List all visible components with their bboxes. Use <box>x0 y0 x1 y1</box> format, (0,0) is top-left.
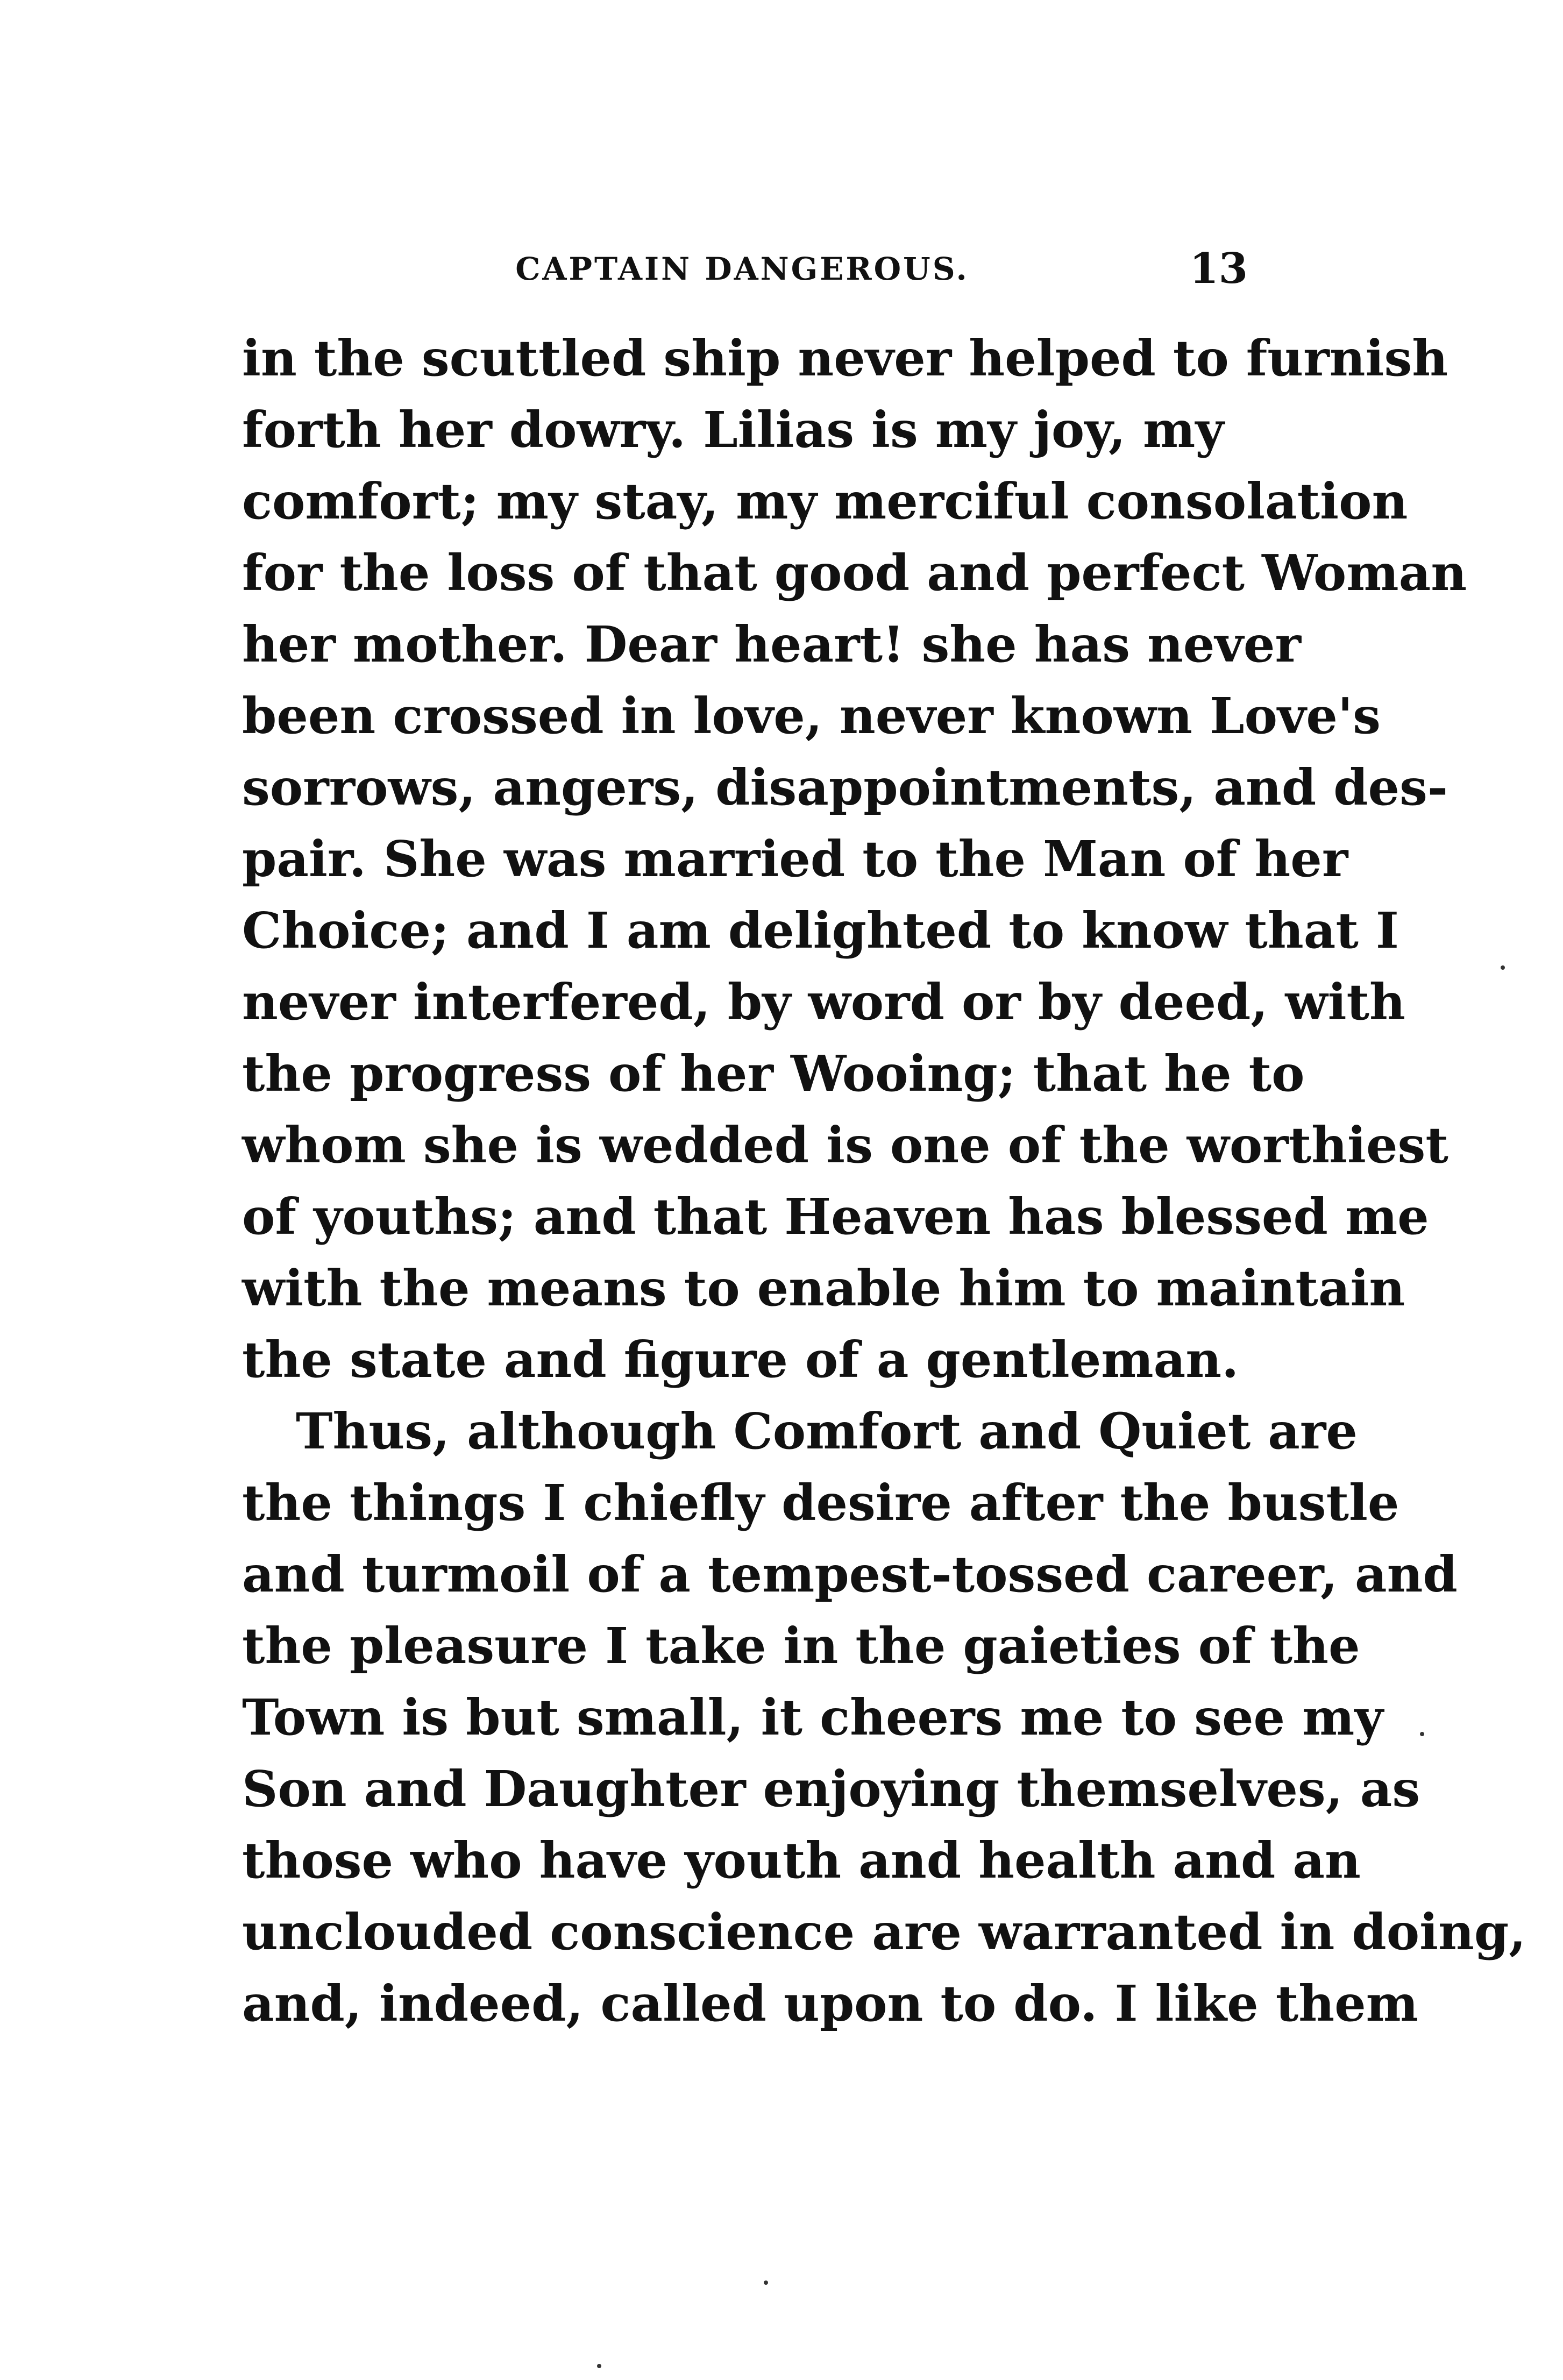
text-line: those who have youth and health and an <box>242 1831 1361 1889</box>
text-line: the pleasure I take in the gaieties of the <box>242 1617 1360 1675</box>
print-speck <box>1420 1732 1424 1736</box>
text-line: Thus, although Comfort and Quiet are <box>296 1402 1358 1460</box>
running-title: CAPTAIN DANGEROUS. <box>515 251 969 287</box>
text-line: and, indeed, called upon to do. I like them <box>242 1974 1418 2033</box>
text-line: pair. She was married to the Man of her <box>242 830 1348 888</box>
text-line: in the scuttled ship never helped to furnish <box>242 329 1448 387</box>
text-line: her mother. Dear heart! she has never <box>242 615 1301 673</box>
text-line: of youths; and that Heaven has blessed me <box>242 1188 1429 1246</box>
text-line: Town is but small, it cheers me to see my <box>242 1688 1383 1746</box>
text-line: unclouded conscience are warranted in doing, <box>242 1903 1526 1961</box>
paragraph <box>242 1396 1526 2040</box>
text-line: the things I chiefly desire after the bustle <box>242 1474 1399 1532</box>
text-line: the state and figure of a gentleman. <box>242 1331 1239 1389</box>
paragraph <box>242 323 1467 1396</box>
text-line: been crossed in love, never known Love's <box>242 687 1381 745</box>
text-line: Choice; and I am delighted to know that I <box>242 901 1399 960</box>
text-line: forth her dowry. Lilias is my joy, my <box>242 401 1224 459</box>
text-line: for the loss of that good and perfect Woman <box>242 544 1467 602</box>
print-speck <box>764 2280 768 2285</box>
text-line: Son and Daughter enjoying themselves, as <box>242 1760 1420 1818</box>
text-line: whom she is wedded is one of the worthiest <box>242 1116 1448 1174</box>
body-text <box>242 323 1526 2040</box>
text-line: and turmoil of a tempest-tossed career, and <box>242 1545 1458 1603</box>
print-speck <box>1501 965 1505 970</box>
text-line: sorrows, angers, disappointments, and des- <box>242 758 1448 816</box>
page-number: 13 <box>1189 244 1248 293</box>
text-line: never interfered, by word or by deed, with <box>242 973 1405 1031</box>
text-line: with the means to enable him to maintain <box>242 1259 1405 1317</box>
text-line: the progress of her Wooing; that he to <box>242 1045 1305 1103</box>
running-head <box>237 245 1248 293</box>
text-line: comfort; my stay, my merciful consolation <box>242 472 1408 530</box>
print-speck <box>597 2364 601 2368</box>
